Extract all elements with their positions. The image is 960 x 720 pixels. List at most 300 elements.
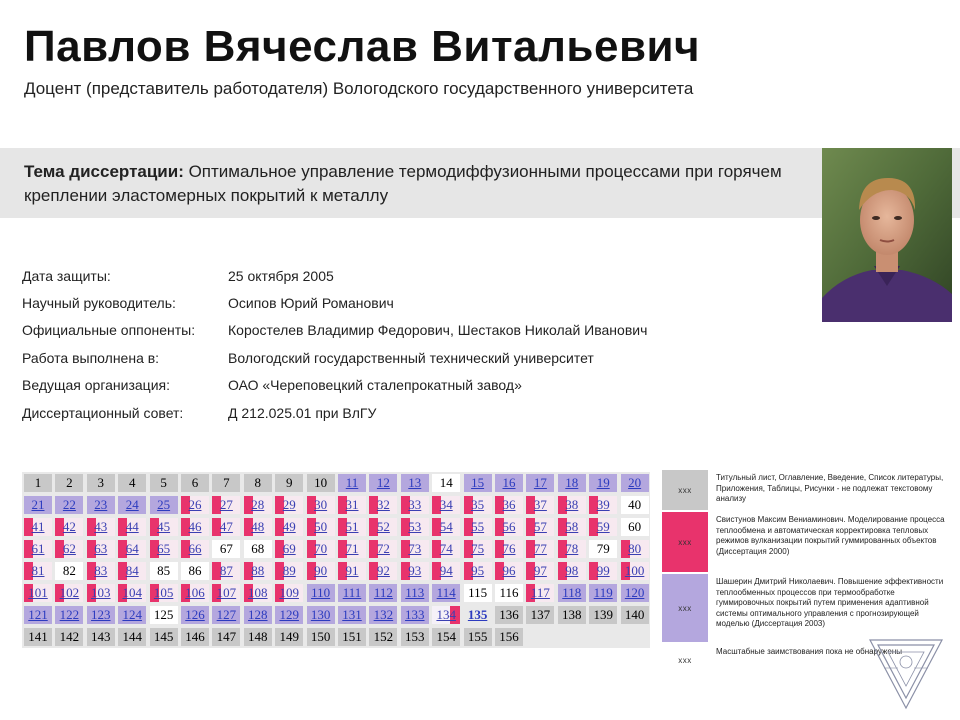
page-cell[interactable] [369, 540, 397, 558]
page-cell[interactable] [55, 496, 83, 514]
page-number: 79 [596, 541, 610, 556]
page-cell[interactable] [558, 540, 586, 558]
page-number: 84 [125, 563, 139, 578]
info-value: Коростелев Владимир Федорович, Шестаков Николай Иванович [228, 322, 648, 339]
page-cell [495, 628, 523, 646]
page-number: 54 [439, 519, 453, 534]
page-cell [307, 628, 335, 646]
page-number: 12 [376, 475, 390, 490]
page-cell[interactable] [275, 606, 303, 624]
page-number: 20 [628, 475, 642, 490]
page-cell[interactable] [87, 496, 115, 514]
page-number: 7 [223, 475, 230, 490]
page-cell[interactable] [55, 540, 83, 558]
page-cell [55, 562, 83, 580]
page-number: 10 [314, 475, 328, 490]
page-number: 99 [596, 563, 610, 578]
info-value: Осипов Юрий Романович [228, 295, 394, 312]
page-number: 153 [405, 629, 425, 644]
triangle-seal-logo-icon [864, 632, 948, 714]
page-cell[interactable] [432, 584, 460, 602]
page-number: 154 [436, 629, 456, 644]
page-cell[interactable] [495, 496, 523, 514]
page-cell[interactable] [526, 474, 554, 492]
page-cell[interactable] [432, 540, 460, 558]
page-number: 65 [157, 541, 171, 556]
dissertation-info [22, 262, 647, 426]
page-number: 18 [565, 475, 579, 490]
page-cell[interactable] [87, 584, 115, 602]
page-number: 95 [471, 563, 485, 578]
page-cell[interactable] [464, 606, 492, 624]
page-cell[interactable] [307, 584, 335, 602]
page-cell [464, 584, 492, 602]
page-cell [558, 606, 586, 624]
info-row-defense-date [22, 262, 647, 289]
legend-text: Свистунов Максим Вениаминович. Моделирование процесса теплообмена и автоматическая корректировка тепловых режимов вулканизации покрытий гуммированных объектов (Диссертация 2000) [716, 515, 945, 556]
page-cell[interactable] [464, 496, 492, 514]
page-cell[interactable] [150, 496, 178, 514]
page-number: 4 [128, 475, 136, 490]
info-row-council [22, 399, 647, 426]
page-number: 71 [345, 541, 359, 556]
page-number: 56 [502, 519, 516, 534]
page-number: 137 [530, 607, 551, 622]
legend-row [662, 470, 952, 510]
page-number: 46 [188, 519, 202, 534]
info-label: Официальные оппоненты: [22, 322, 196, 339]
page-grid [22, 472, 650, 648]
page-cell[interactable] [495, 562, 523, 580]
page-number: 72 [376, 541, 390, 556]
page-number: 27 [219, 497, 233, 512]
page-cell[interactable] [558, 496, 586, 514]
page-cell[interactable] [338, 474, 366, 492]
page-cell[interactable] [401, 518, 429, 536]
page-cell[interactable] [495, 540, 523, 558]
page-number: 134 [436, 607, 456, 622]
page-cell[interactable] [24, 518, 52, 536]
topic-label: Тема диссертации: [24, 162, 184, 181]
page-cell[interactable] [244, 606, 272, 624]
page-cell[interactable] [401, 562, 429, 580]
page-cell[interactable] [589, 562, 617, 580]
page-cell [495, 584, 523, 602]
page-number: 49 [282, 519, 296, 534]
page-cell[interactable] [24, 606, 52, 624]
page-number: 31 [345, 497, 359, 512]
page-number: 140 [624, 607, 645, 622]
page-number: 117 [530, 585, 550, 600]
legend-row [662, 512, 952, 572]
page-cell[interactable] [181, 606, 209, 624]
page-cell[interactable] [87, 606, 115, 624]
page-cell[interactable] [338, 496, 366, 514]
legend-text: Титульный лист, Оглавление, Введение, Список литературы, Приложения, Таблицы, Рисунки - не подлежат текстовому анализу [716, 473, 944, 503]
page-cell[interactable] [432, 562, 460, 580]
page-cell [401, 628, 429, 646]
page-number: 127 [216, 607, 237, 622]
page-number: 57 [533, 519, 547, 534]
page-cell[interactable] [338, 562, 366, 580]
page-cell[interactable] [24, 496, 52, 514]
page-cell [589, 606, 617, 624]
legend-swatch: xxx [662, 644, 708, 676]
page-number: 91 [345, 563, 359, 578]
page-cell[interactable] [369, 496, 397, 514]
page-number: 119 [593, 585, 613, 600]
page-cell[interactable] [464, 562, 492, 580]
page-cell [495, 606, 523, 624]
page-number: 122 [59, 607, 80, 622]
page-cell[interactable] [212, 496, 240, 514]
page-cell [87, 474, 115, 492]
page-number: 121 [28, 607, 48, 622]
page-number: 147 [216, 629, 237, 644]
page-number: 104 [122, 585, 142, 600]
page-number: 29 [282, 497, 296, 512]
page-cell[interactable] [87, 518, 115, 536]
page-cell[interactable] [87, 540, 115, 558]
page-cell[interactable] [212, 518, 240, 536]
page-cell[interactable] [307, 496, 335, 514]
page-number: 22 [62, 497, 76, 512]
page-number: 86 [188, 563, 202, 578]
page-cell[interactable] [212, 562, 240, 580]
page-cell[interactable] [55, 584, 83, 602]
page-number: 105 [153, 585, 174, 600]
page-cell[interactable] [621, 540, 649, 558]
page-cell[interactable] [464, 540, 492, 558]
page-cell[interactable] [558, 518, 586, 536]
info-label: Работа выполнена в: [22, 349, 160, 366]
page-number: 115 [468, 585, 488, 600]
page-cell[interactable] [307, 606, 335, 624]
page-cell[interactable] [589, 518, 617, 536]
page-number: 125 [153, 607, 174, 622]
page-cell [307, 474, 335, 492]
page-number: 32 [376, 497, 390, 512]
page-number: 43 [94, 519, 108, 534]
page-cell[interactable] [118, 584, 146, 602]
page-number: 126 [185, 607, 205, 622]
page-number: 59 [596, 519, 610, 534]
page-number: 53 [408, 519, 422, 534]
page-number: 101 [28, 585, 48, 600]
page-cell[interactable] [589, 474, 617, 492]
page-cell[interactable] [244, 584, 272, 602]
page-cell [526, 606, 554, 624]
page-number: 64 [125, 541, 139, 556]
page-number: 23 [94, 497, 108, 512]
info-row-leading-org [22, 372, 647, 399]
page-number: 156 [499, 629, 519, 644]
page-number: 83 [94, 563, 108, 578]
page-cell[interactable] [558, 562, 586, 580]
page-number: 6 [191, 475, 199, 490]
info-label: Ведущая организация: [22, 377, 170, 394]
page-number: 100 [624, 563, 645, 578]
page-cell[interactable] [181, 540, 209, 558]
page-cell[interactable] [244, 496, 272, 514]
page-number: 155 [467, 629, 488, 644]
page-cell[interactable] [369, 584, 397, 602]
page-number: 52 [376, 519, 390, 534]
legend-swatch: xxx [662, 512, 708, 572]
page-number: 38 [565, 497, 579, 512]
page-number: 24 [125, 497, 139, 512]
page-cell[interactable] [526, 496, 554, 514]
page-cell[interactable] [24, 540, 52, 558]
page-number: 2 [66, 475, 73, 490]
page-cell[interactable] [338, 584, 366, 602]
page-cell[interactable] [621, 584, 649, 602]
page-cell[interactable] [369, 474, 397, 492]
page-cell[interactable] [495, 518, 523, 536]
page-cell [181, 474, 209, 492]
page-number: 129 [279, 607, 299, 622]
page-cell[interactable] [432, 606, 460, 624]
page-number: 150 [310, 629, 331, 644]
page-cell[interactable] [369, 606, 397, 624]
page-cell[interactable] [150, 540, 178, 558]
page-number: 41 [31, 519, 45, 534]
page-number: 76 [502, 541, 516, 556]
page-cell[interactable] [212, 584, 240, 602]
page-cell[interactable] [369, 518, 397, 536]
page-number: 82 [62, 563, 76, 578]
page-cell[interactable] [118, 540, 146, 558]
page-cell [24, 474, 52, 492]
page-cell[interactable] [275, 562, 303, 580]
page-number: 103 [91, 585, 111, 600]
page-cell [244, 540, 272, 558]
page-number: 74 [439, 541, 453, 556]
page-number: 87 [219, 563, 233, 578]
page-number: 118 [562, 585, 582, 600]
page-cell[interactable] [401, 606, 429, 624]
page-number: 102 [59, 585, 80, 600]
page-cell[interactable] [589, 584, 617, 602]
page-cell[interactable] [307, 518, 335, 536]
page-cell[interactable] [275, 540, 303, 558]
page-cell[interactable] [432, 518, 460, 536]
topic-text: Оптимальное управление термодиффузионными процессами при горячем креплении эластомерных покрытий к металлу [24, 162, 782, 205]
page-number: 131 [342, 607, 362, 622]
page-cell[interactable] [244, 518, 272, 536]
page-cell[interactable] [24, 562, 52, 580]
page-number: 151 [342, 629, 362, 644]
page-cell[interactable] [118, 496, 146, 514]
page-cell[interactable] [275, 518, 303, 536]
page-cell[interactable] [150, 584, 178, 602]
page-cell[interactable] [118, 562, 146, 580]
page-number: 139 [593, 607, 613, 622]
page-cell [244, 628, 272, 646]
page-number: 113 [405, 585, 425, 600]
page-number: 114 [436, 585, 456, 600]
page-number: 133 [405, 607, 425, 622]
page-cell[interactable] [589, 496, 617, 514]
page-number: 148 [248, 629, 268, 644]
page-number: 3 [97, 475, 105, 490]
page-number: 36 [502, 497, 516, 512]
page-cell [181, 562, 209, 580]
person-name: Павлов Вячеслав Витальевич [24, 22, 701, 71]
page-number: 69 [282, 541, 296, 556]
page-cell [275, 474, 303, 492]
page-number: 77 [533, 541, 547, 556]
page-number: 142 [59, 629, 80, 644]
page-number: 106 [185, 585, 205, 600]
page-number: 26 [188, 497, 202, 512]
page-cell[interactable] [275, 584, 303, 602]
page-cell[interactable] [558, 474, 586, 492]
page-cell[interactable] [181, 518, 209, 536]
page-cell[interactable] [558, 584, 586, 602]
dissertation-topic [24, 160, 804, 208]
page-cell [55, 474, 83, 492]
page-cell[interactable] [401, 540, 429, 558]
page-cell[interactable] [621, 562, 649, 580]
page-number: 1 [34, 475, 42, 490]
page-number: 34 [439, 497, 453, 512]
page-cell [150, 606, 178, 624]
person-position: Доцент (представитель работодателя) Вологодского государственного университета [24, 79, 694, 98]
page-number: 25 [157, 497, 171, 512]
page-cell[interactable] [338, 540, 366, 558]
page-number: 63 [94, 541, 108, 556]
page-number: 19 [596, 475, 610, 490]
page-number: 33 [408, 497, 422, 512]
page-number: 130 [310, 607, 331, 622]
page-cell[interactable] [275, 496, 303, 514]
page-number: 75 [471, 541, 485, 556]
page-number: 93 [408, 563, 422, 578]
info-row-opponents [22, 317, 647, 344]
page-cell [118, 628, 146, 646]
page-cell[interactable] [526, 562, 554, 580]
page-cell[interactable] [87, 562, 115, 580]
person-portrait-icon [822, 148, 952, 322]
page-number: 107 [216, 585, 237, 600]
page-cell[interactable] [464, 518, 492, 536]
page-cell[interactable] [181, 584, 209, 602]
page-cell [212, 628, 240, 646]
page-cell[interactable] [432, 496, 460, 514]
page-number: 143 [91, 629, 111, 644]
page-number: 8 [254, 475, 262, 490]
page-cell[interactable] [369, 562, 397, 580]
page-number: 35 [471, 497, 485, 512]
page-cell[interactable] [181, 496, 209, 514]
page-cell [275, 628, 303, 646]
page-number: 146 [185, 629, 205, 644]
page-cell[interactable] [464, 474, 492, 492]
page-number: 70 [314, 541, 328, 556]
page-cell[interactable] [118, 606, 146, 624]
legend-swatch: xxx [662, 470, 708, 510]
page-number: 123 [91, 607, 111, 622]
page-number: 132 [373, 607, 394, 622]
page-number: 51 [345, 519, 359, 534]
page-cell[interactable] [338, 518, 366, 536]
page-cell[interactable] [495, 474, 523, 492]
page-number: 5 [160, 475, 167, 490]
page-number: 48 [251, 519, 265, 534]
page-number: 50 [314, 519, 328, 534]
page-cell [212, 540, 240, 558]
page-cell[interactable] [526, 540, 554, 558]
page-number: 16 [502, 475, 516, 490]
page-number: 138 [562, 607, 582, 622]
page-number: 67 [219, 541, 233, 556]
page-number: 47 [219, 519, 233, 534]
page-number: 98 [565, 563, 579, 578]
page-number: 149 [279, 629, 299, 644]
page-number: 11 [345, 475, 359, 490]
page-number: 135 [467, 607, 488, 622]
page-number: 39 [596, 497, 610, 512]
page-number: 85 [157, 563, 171, 578]
info-value: Д 212.025.01 при ВлГУ [228, 404, 377, 421]
page-cell[interactable] [244, 562, 272, 580]
page-cell[interactable] [338, 606, 366, 624]
page-cell[interactable] [150, 518, 178, 536]
page-number: 97 [533, 563, 547, 578]
page-cell [150, 562, 178, 580]
page-number: 13 [408, 475, 422, 490]
page-number: 62 [62, 541, 76, 556]
page-cell[interactable] [55, 518, 83, 536]
page-cell[interactable] [118, 518, 146, 536]
page-number: 152 [373, 629, 394, 644]
page-cell[interactable] [401, 584, 429, 602]
page-number: 94 [439, 563, 453, 578]
page-cell [150, 628, 178, 646]
page-number: 110 [311, 585, 331, 600]
page-cell[interactable] [401, 474, 429, 492]
page-cell[interactable] [55, 606, 83, 624]
page-number: 120 [624, 585, 645, 600]
page-cell [621, 496, 649, 514]
page-number: 111 [342, 585, 362, 600]
page-cell [621, 606, 649, 624]
page-cell[interactable] [307, 562, 335, 580]
page-number: 40 [628, 497, 642, 512]
page-number: 55 [471, 519, 485, 534]
info-value: Вологодский государственный технический университет [228, 349, 594, 366]
page-number: 37 [533, 497, 547, 512]
page-number: 60 [628, 519, 642, 534]
page-number: 17 [533, 475, 547, 490]
page-cell[interactable] [212, 606, 240, 624]
page-cell [432, 628, 460, 646]
legend-text: Шашерин Дмитрий Николаевич. Повышение эффективности теплообменных процессов при термообработке гуммировочных покрытий путем применения адаптивной системы оптимального управления с прогнозирующей моделью (Диссертация 2003) [716, 577, 944, 628]
page-cell[interactable] [24, 584, 52, 602]
page-number: 109 [279, 585, 299, 600]
page-number: 92 [376, 563, 390, 578]
info-label: Научный руководитель: [22, 295, 176, 312]
page-cell[interactable] [621, 474, 649, 492]
page-cell[interactable] [401, 496, 429, 514]
page-cell[interactable] [526, 518, 554, 536]
page-number: 30 [314, 497, 328, 512]
page-cell[interactable] [307, 540, 335, 558]
page-number: 68 [251, 541, 265, 556]
page-cell[interactable] [526, 584, 554, 602]
page-number: 73 [408, 541, 422, 556]
